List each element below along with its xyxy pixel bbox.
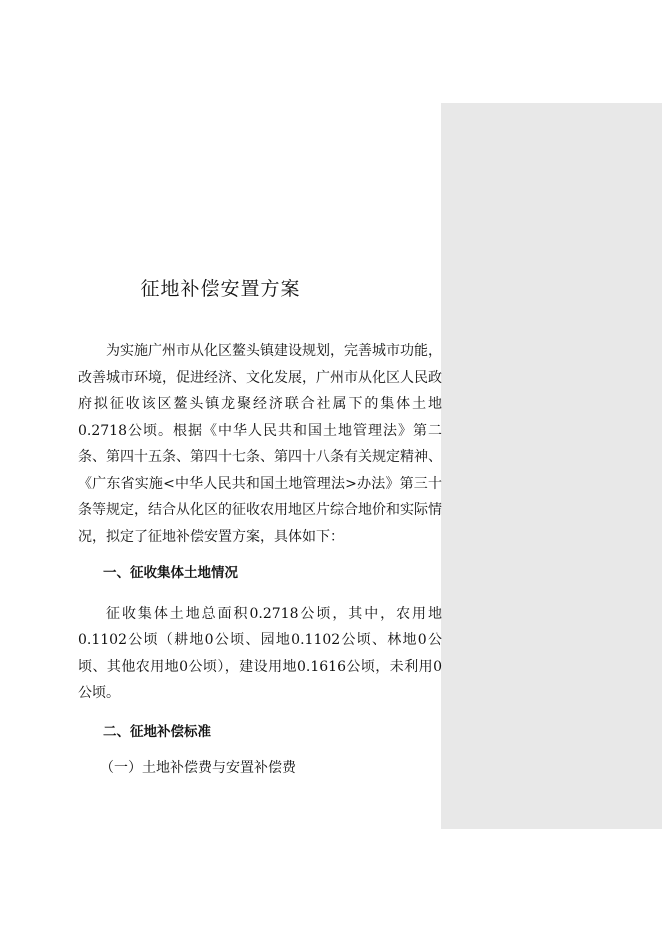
intro-paragraph: 为实施广州市从化区鳌头镇建设规划，完善城市功能，改善城市环境，促进经济、文化发展，广州市从化区人民政府拟征收该区鳌头镇龙聚经济联合社属下的集体土地0.2718公顷。根据《中华人民共和国土地管理法》第二条、第四十五条、第四十七条、第四十八条有关规定精神、《广东省实施<中华人民共和国土地管理法>办法》第三十条等规定，结合从化区的征收农用地区片综合地价和实际情况，拟定了征地补偿安置方案，具体如下： — [78, 343, 442, 545]
document-body — [78, 338, 442, 782]
section-1-paragraph: 征收集体土地总面积0.2718公顷，其中，农用地0.1102公顷（耕地0公顷、园地0.1102公顷、林地0公顷、其他农用地0公顷），建设用地0.1616公顷，未利用0公顷。 — [78, 605, 442, 701]
document-title: 征地补偿安置方案 — [140, 278, 301, 300]
comment-margin-pane — [441, 103, 662, 829]
section-2-subheading: （一）土地补偿费与安置补偿费 — [100, 760, 296, 776]
section-2-heading: 二、征地补偿标准 — [103, 723, 211, 740]
section-1-heading: 一、征收集体土地情况 — [103, 565, 238, 581]
